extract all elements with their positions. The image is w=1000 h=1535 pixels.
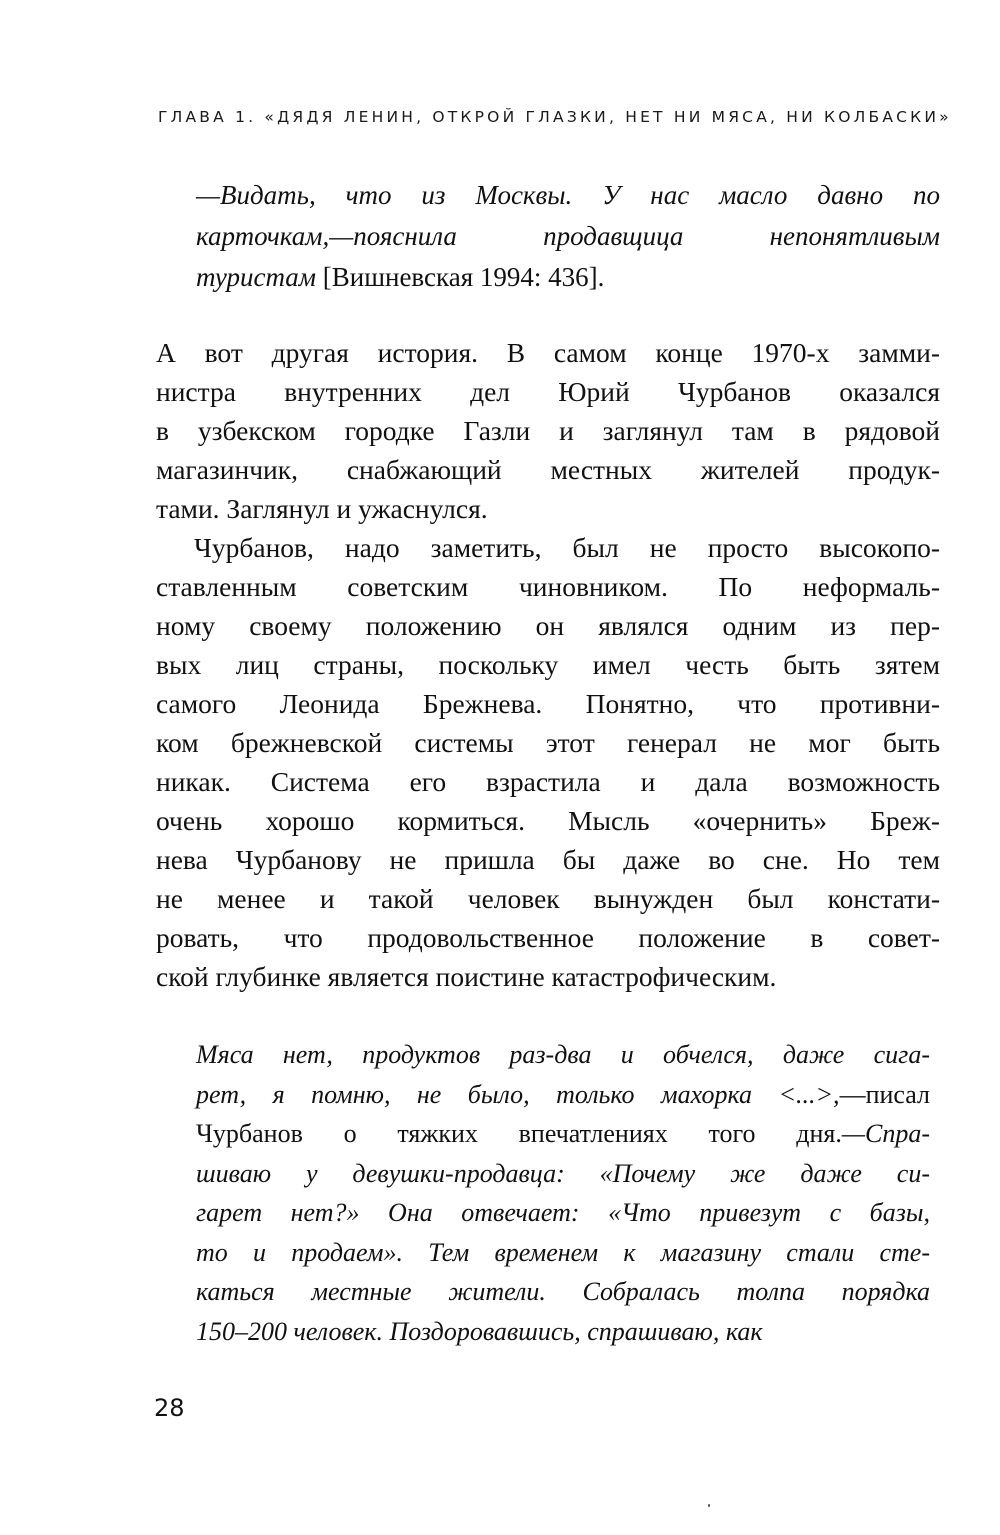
text-run: —писал (839, 1079, 930, 1109)
quote-line (196, 1272, 930, 1312)
text-run: [Вишневская 1994: 436]. (322, 262, 605, 292)
body-line: вых лиц страны, поскольку имел честь быть зятем (156, 649, 940, 680)
text-run: гарет нет?» Она отвечает: «Что привезут с базы, (196, 1198, 930, 1227)
body-line: магазинчик, снабжающий местных жителей продук- (156, 454, 940, 485)
text-run: каться местные жители. Собралась толпа порядка (196, 1277, 930, 1306)
text-run: то и продаем». Тем временем к магазину стали сте- (196, 1237, 930, 1267)
page-number: 28 (154, 1394, 185, 1422)
body-line: тами. Заглянул и ужаснулся. (156, 493, 488, 524)
running-head: ГЛАВА 1. «ДЯДЯ ЛЕНИН, ОТКРОЙ ГЛАЗКИ, НЕТ НИ МЯСА, НИ КОЛБАСКИ» (158, 108, 952, 126)
text-run: карточкам,—пояснила продавщица непонятливым (196, 221, 940, 251)
quote-line (196, 216, 940, 257)
text-run: туристам (196, 262, 323, 292)
quote-line (196, 175, 940, 216)
scan-speck (708, 1504, 710, 1507)
quote-line (196, 1114, 930, 1154)
body-text (156, 333, 940, 996)
quote-line (196, 257, 940, 298)
body-line: ской глубинке является поистине катастрофическим. (156, 961, 777, 992)
quote-line (196, 1312, 930, 1352)
body-line: никак. Система его взрастила и дала возможность (156, 766, 940, 797)
body-line: в узбекском городке Газли и заглянул там в рядовой (156, 415, 940, 446)
body-line: очень хорошо кормиться. Мысль «очернить» Бреж- (156, 805, 940, 836)
paragraph (156, 333, 940, 528)
body-line: Чурбанов, надо заметить, был не просто высокопо- (194, 532, 940, 563)
quote-line (196, 1154, 930, 1194)
text-run: 150–200 человек. Поздоровавшись, спрашиваю, как (196, 1316, 763, 1346)
paragraph (156, 528, 940, 996)
churbanov-quote (196, 1035, 930, 1351)
body-line: ровать, что продовольственное положение в совет- (156, 922, 940, 953)
text-run: рет, я помню, не было, только махорка <...>, (196, 1079, 840, 1109)
body-line: ному своему положению он являлся одним из пер- (156, 610, 940, 641)
quote-line (196, 1035, 930, 1075)
text-run: Мяса нет, продуктов раз-два и обчелся, даже сига- (196, 1040, 930, 1069)
text-run: —Видать, что из Москвы. У нас масло давно по (196, 180, 940, 210)
text-run: шиваю у девушки-продавца: «Почему же даже си- (196, 1158, 930, 1188)
text-run: —Спра- (841, 1119, 930, 1148)
body-line: ставленным советским чиновником. По неформаль- (156, 571, 940, 602)
opening-quote (196, 175, 940, 298)
text-run: Чурбанов о тяжких впечатлениях того дня. (196, 1119, 842, 1148)
body-line: нева Чурбанову не пришла бы даже во сне. Но тем (156, 844, 940, 875)
body-line: А вот другая история. В самом конце 1970-х замми- (156, 337, 940, 368)
quote-line (196, 1233, 930, 1273)
body-line: ком брежневской системы этот генерал не мог быть (156, 727, 940, 758)
body-line: не менее и такой человек вынужден был констати- (156, 883, 940, 914)
quote-line (196, 1075, 930, 1115)
body-line: самого Леонида Брежнева. Понятно, что противни- (156, 688, 940, 719)
quote-line (196, 1193, 930, 1233)
body-line: нистра внутренних дел Юрий Чурбанов оказался (156, 376, 940, 407)
